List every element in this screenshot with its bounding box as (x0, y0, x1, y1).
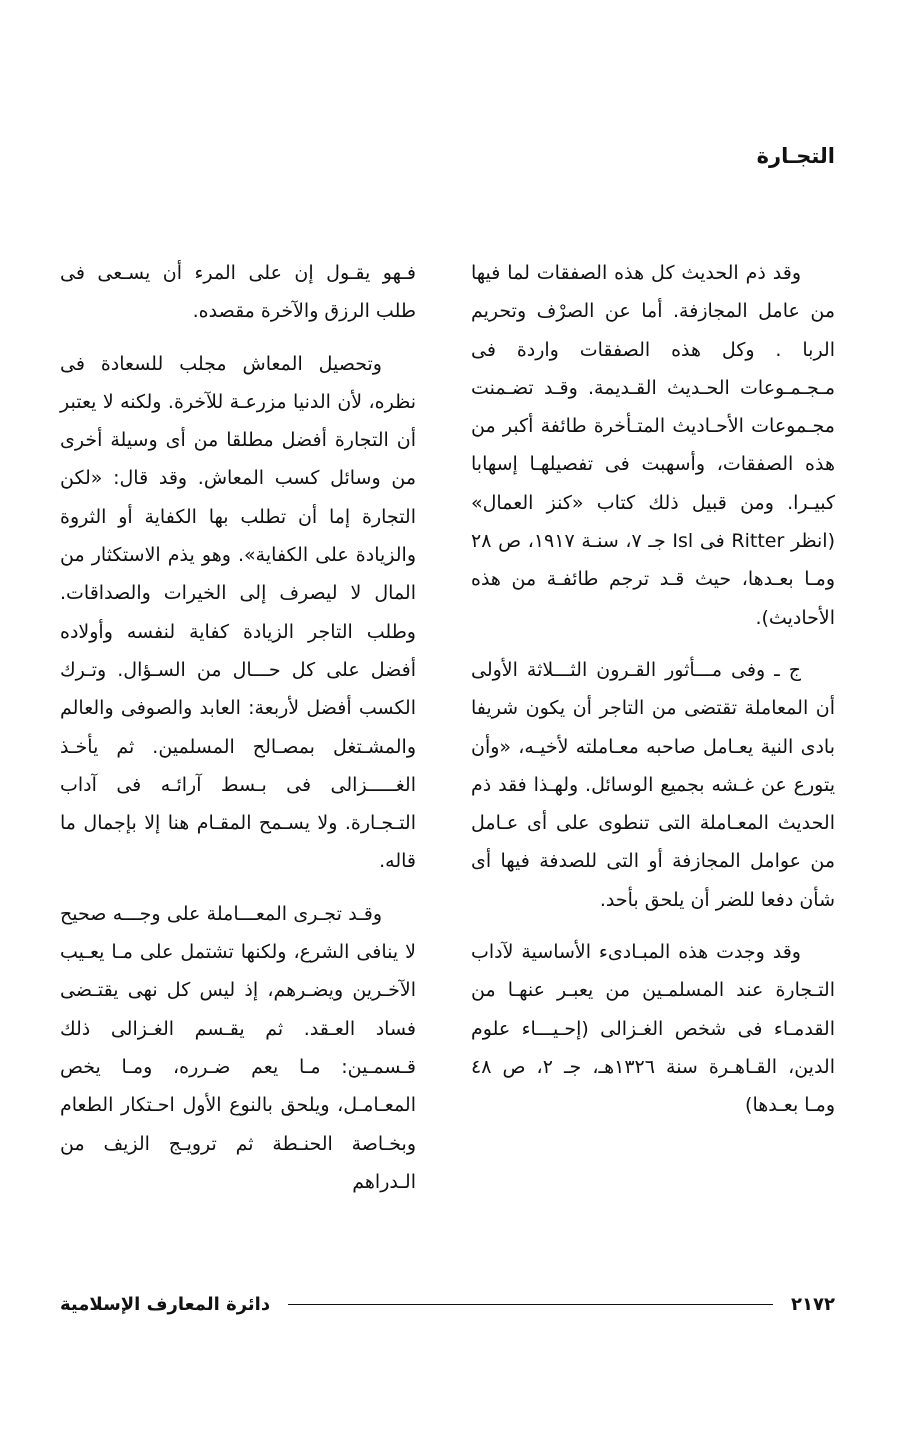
text-column-left (60, 254, 416, 1215)
paragraph: وقد وجدت هذه المبـادىء الأساسية لآداب التـجارة عند المسلمـين من يعبـر عنهـا من القدمـاء فى شخص الغـزالى (إحـيـــاء علوم الدين، القـاهـرة سنة ١٣٢٦هـ، جـ ٢، ص ٤٨ ومـا بعـدها) (471, 941, 835, 1117)
text-column-right (471, 254, 835, 1139)
paragraph: وقـد تجـرى المعـــاملة على وجـــه صحيح لا ينافى الشرع، ولكنها تشتمل على مـا يعـيب الآخـرين ويضـرهم، إذ ليس كل نهى يقتـضى فساد العـقد. ثم يقـسم الغـزالى ذلك قـسمـين: مـا يعم ضـرره، ومـا يخص المعـامـل، ويلحق بالنوع الأول احـتكار الطعام وبخـاصة الحنـطة ثم ترويـج الزيف من الـدراهم (60, 902, 416, 1193)
page-number: ٢١٧٢ (791, 1293, 835, 1315)
page-title: التجـارة (756, 144, 835, 168)
paragraph: فـهو يقـول إن على المرء أن يسـعى فى طلب الرزق والآخرة مقصده. (60, 262, 416, 323)
paragraph: وقد ذم الحديث كل هذه الصفقات لما فيها من عامل المجازفة. أما عن الصرْف وتحريم الربا . وكل هذه الصفقات واردة فى مـجـمـوعات الحـديث القـديمة. وقـد تضـمنت مجـموعات الأحـاديث المتـأخرة طائفة أكبر من هذه الصفقات، وأسهبت فى تفصيلهـا إسهابا كبيـرا. ومن قبيل ذلك كتاب «كنز العمال» (انظر Ritter فى Isl جـ ٧، سنـة ١٩١٧، ص ٢٨ ومـا بعـدها، حيث قـد ترجم طائفـة من هذه الأحاديث). (471, 262, 836, 629)
paragraph: وتحصيل المعاش مجلب للسعادة فى نظره، لأن الدنيا مزرعـة للآخرة. ولكنه لا يعتبر أن التجارة أفضل مطلقا من أى وسيلة أخرى من وسائل كسب المعاش. وقد قال: «لكن التجارة إما أن تطلب بها الكفاية أو الثروة والزيادة على الكفاية». وهو يذم الاستكثار من المال لا ليصرف إلى الخيرات والصداقات. وطلب التاجر الزيادة كفاية لنفسه وأولاده أفضل على كل حـــال من السـؤال. وتـرك الكسب أفضل لأربعة: العابد والصوفى والعالم والمشـتغل بمصـالح المسلمين. ثم يأخـذ الغـــــزالى فى بـسط آرائـه فى آداب التـجـارة. ولا يسـمح المقـام هنا إلا بإجمال ما قاله. (60, 352, 416, 873)
page-footer (60, 1288, 835, 1320)
publication-title: دائرة المعارف الإسلامية (60, 1293, 271, 1315)
paragraph: ج ـ وفى مـــأثور القـرون الثـــلاثة الأولى أن المعاملة تقتضى من التاجر أن يكون شريفا بادى النية يعـامل صاحبه معـاملته لأخيـه، «وأن يتورع عن غـشه بجميع الوسائل. ولهـذا فقد ذم الحديث المعـاملة التى تنطوى على أى عـامل من عوامل المجازفة أو التى للصدفة فيها أى شأن دفعا للضر أن يلحق بأحد. (471, 658, 835, 911)
footer-rule (288, 1304, 773, 1305)
